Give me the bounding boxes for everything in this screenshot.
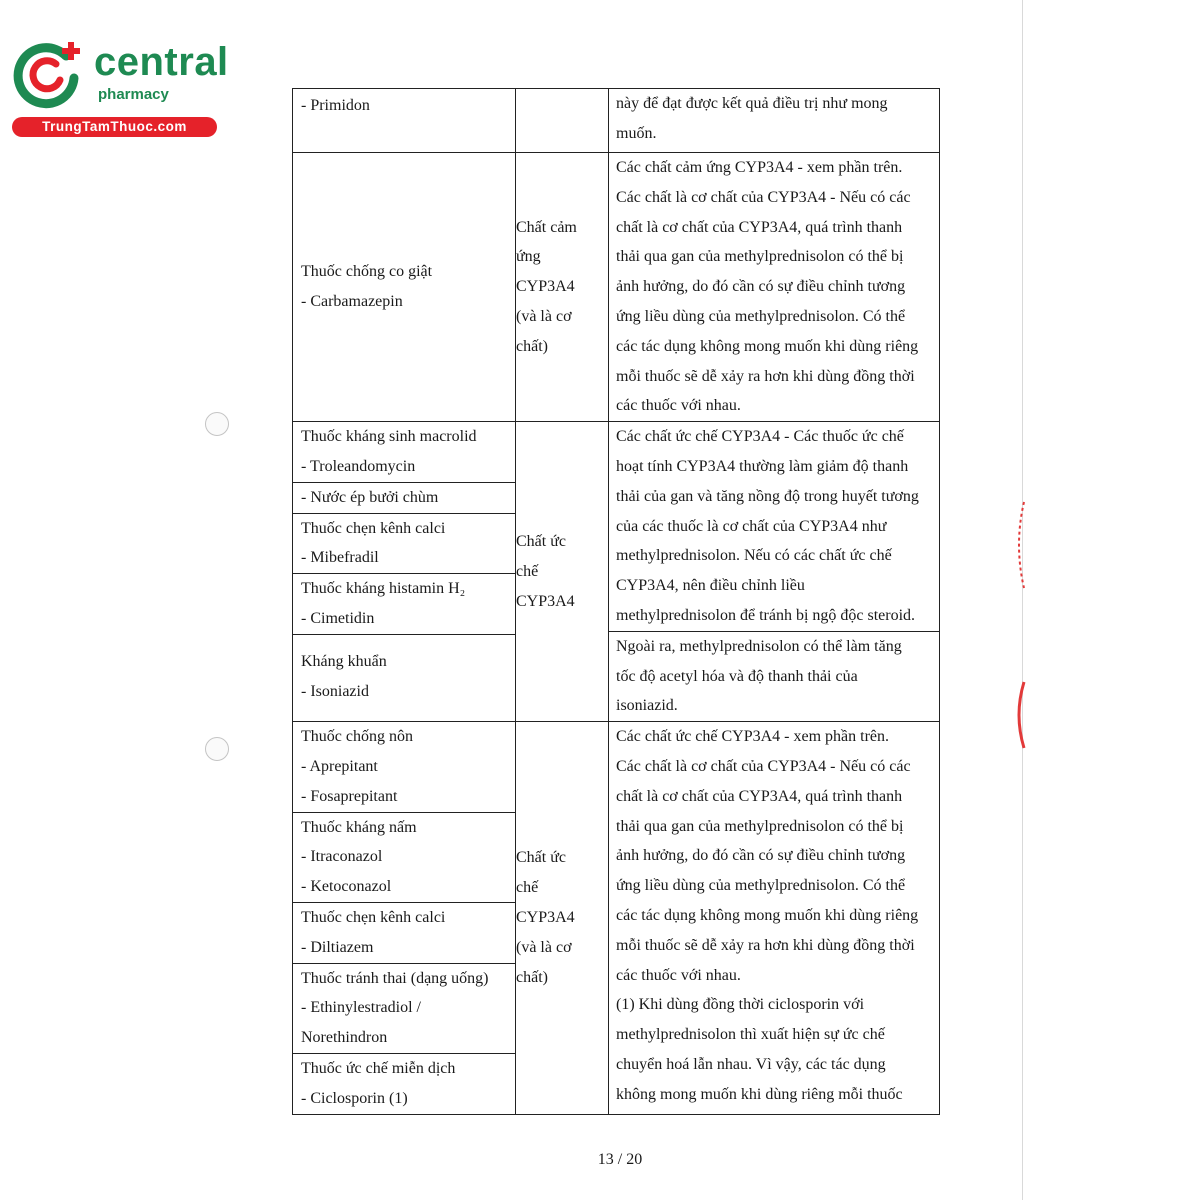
red-stamp-edge-icon	[1012, 500, 1026, 590]
punch-hole-icon	[205, 737, 229, 761]
mechanism-line: Chất ức	[516, 532, 566, 550]
note-line: mỗi thuốc sẽ dễ xảy ra hơn khi dùng đồng thời	[616, 936, 915, 954]
note-line: ảnh hưởng, do đó cần có sự điều chỉnh tương	[616, 278, 906, 296]
drug-line: Norethindron	[301, 1029, 388, 1047]
note-line: chất là cơ chất của CYP3A4, quá trình thanh	[616, 218, 903, 236]
drug-line: - Troleandomycin	[301, 457, 416, 475]
drug-cell	[293, 89, 516, 153]
mechanism-line: Chất cảm	[516, 218, 577, 236]
drug-line: Thuốc chẹn kênh calci	[301, 519, 446, 537]
note-paragraph	[609, 422, 939, 632]
note-line: chất là cơ chất của CYP3A4, quá trình thanh	[616, 787, 903, 805]
note-line: ứng liều dùng của methylprednisolon. Có thể	[616, 877, 906, 895]
mechanism-line: (và là cơ	[516, 307, 572, 325]
drug-line: Thuốc chống nôn	[301, 728, 413, 746]
drug-group	[293, 903, 515, 964]
drug-group	[293, 574, 515, 635]
drug-line: Kháng khuẩn	[301, 652, 387, 670]
drug-group	[293, 964, 515, 1054]
drug-line: Thuốc ức chế miễn dịch	[301, 1059, 456, 1077]
note-line: tốc độ acetyl hóa và độ thanh thải của	[616, 667, 858, 685]
mechanism-cell	[516, 722, 609, 1114]
drug-group	[293, 514, 515, 575]
drug-line: - Primidon	[301, 96, 370, 114]
drug-group	[293, 91, 515, 151]
drug-line: - Ethinylestradiol /	[301, 999, 421, 1017]
note-line: Các chất ức chế CYP3A4 - xem phần trên.	[616, 728, 890, 746]
note-line: methylprednisolon để tránh bị ngộ độc steroid.	[616, 606, 916, 624]
note-line: isoniazid.	[616, 697, 678, 715]
drug-line: - Ciclosporin (1)	[301, 1089, 408, 1107]
mechanism-line: CYP3A4	[516, 278, 575, 296]
central-pharmacy-logo	[8, 36, 229, 136]
note-line: Các chất cảm ứng CYP3A4 - xem phần trên.	[616, 159, 903, 176]
drug-group	[293, 722, 515, 812]
drug-interaction-table	[292, 88, 940, 1115]
drug-line: Thuốc tránh thai (dạng uống)	[301, 969, 489, 987]
mechanism-line: (và là cơ	[516, 938, 572, 956]
note-line: Các chất là cơ chất của CYP3A4 - Nếu có các	[616, 188, 911, 206]
mechanism-line: CYP3A4	[516, 592, 575, 610]
note-line: hoạt tính CYP3A4 thường làm giảm độ thanh	[616, 457, 909, 475]
pharmacy-cross-logo-icon	[8, 36, 88, 116]
drug-group	[293, 813, 515, 903]
drug-line: - Carbamazepin	[301, 293, 403, 311]
note-paragraph	[609, 153, 939, 421]
drug-line: - Ketoconazol	[301, 878, 392, 896]
drug-cell	[293, 153, 516, 422]
note-line: Các chất ức chế CYP3A4 - Các thuốc ức chế	[616, 428, 904, 446]
drug-line: - Itraconazol	[301, 848, 383, 866]
mechanism-cell	[516, 89, 609, 153]
mechanism-cell	[516, 153, 609, 422]
note-cell	[609, 153, 940, 422]
note-cell	[609, 422, 940, 722]
mechanism-line: chế	[516, 879, 539, 897]
note-line: này để đạt được kết quả điều trị như mong	[616, 95, 888, 112]
drug-line: - Isoniazid	[301, 682, 369, 700]
drug-line: Thuốc chống co giật	[301, 263, 433, 281]
drug-group	[293, 635, 515, 721]
note-line: methylprednisolon. Nếu có các chất ức chế	[616, 547, 892, 565]
drug-line: - Aprepitant	[301, 757, 378, 775]
drug-line: - Fosaprepitant	[301, 787, 398, 805]
drug-line: Thuốc kháng sinh macrolid	[301, 428, 477, 446]
mechanism-line: chất)	[516, 337, 548, 355]
page-number: 13 / 20	[597, 1151, 643, 1168]
logo-site-banner: TrungTamThuoc.com	[12, 117, 217, 137]
note-line: ứng liều dùng của methylprednisolon. Có thể	[616, 307, 906, 325]
note-line: các thuốc với nhau.	[616, 966, 741, 984]
note-line: các tác dụng không mong muốn khi dùng riêng	[616, 337, 919, 355]
note-line: CYP3A4, nên điều chỉnh liều	[616, 577, 805, 595]
mechanism-line: chất)	[516, 968, 548, 986]
note-cell	[609, 89, 940, 153]
note-paragraph	[609, 89, 939, 149]
note-cell	[609, 722, 940, 1114]
punch-hole-icon	[205, 412, 229, 436]
drug-group	[293, 483, 515, 514]
note-line: Các chất là cơ chất của CYP3A4 - Nếu có các	[616, 757, 911, 775]
drug-group	[293, 257, 515, 317]
note-line: các thuốc với nhau.	[616, 397, 741, 415]
table-row	[293, 422, 940, 722]
note-line: methylprednisolon thì xuất hiện sự ức chế	[616, 1026, 885, 1044]
table-row	[293, 722, 940, 1114]
note-line: mỗi thuốc sẽ dễ xảy ra hơn khi dùng đồng thời	[616, 367, 915, 385]
drug-line: - Diltiazem	[301, 938, 374, 956]
note-paragraph	[609, 722, 939, 1109]
logo-brand-text: central	[94, 40, 229, 84]
drug-cell	[293, 422, 516, 722]
mechanism-line: chế	[516, 562, 539, 580]
mechanism-cell	[516, 422, 609, 722]
table-row	[293, 153, 940, 422]
note-paragraph	[609, 632, 939, 721]
drug-cell	[293, 722, 516, 1114]
drug-line: Thuốc kháng nấm	[301, 818, 417, 836]
note-line: muốn.	[616, 124, 657, 142]
mechanism-line: ứng	[516, 248, 541, 266]
mechanism-line: CYP3A4	[516, 908, 575, 926]
note-line: (1) Khi dùng đồng thời ciclosporin với	[616, 996, 865, 1014]
note-line: thải qua gan của methylprednisolon có thể bị	[616, 817, 904, 835]
note-line: các tác dụng không mong muốn khi dùng riêng	[616, 906, 919, 924]
drug-line: - Mibefradil	[301, 549, 379, 567]
red-stamp-edge-icon	[1012, 680, 1026, 750]
drug-line: - Nước ép bưởi chùm	[301, 488, 439, 506]
logo-sub-text: pharmacy	[98, 86, 169, 103]
drug-line: Thuốc chẹn kênh calci	[301, 908, 446, 926]
note-line: chuyển hoá lẫn nhau. Vì vậy, các tác dụng	[616, 1055, 886, 1073]
note-line: Ngoài ra, methylprednisolon có thể làm tăng	[616, 637, 902, 655]
note-line: của các thuốc là cơ chất của CYP3A4 như	[616, 517, 887, 535]
drug-line: - Cimetidin	[301, 609, 375, 627]
note-line: thải của gan và tăng nồng độ trong huyết tương	[616, 487, 919, 505]
drug-group	[293, 422, 515, 483]
note-line: thải qua gan của methylprednisolon có thể bị	[616, 248, 904, 266]
table-row	[293, 89, 940, 153]
mechanism-line: Chất ức	[516, 849, 566, 867]
drug-group	[293, 1054, 515, 1114]
page-edge-line	[1022, 0, 1023, 1200]
drug-line: Thuốc kháng histamin H₂	[301, 580, 466, 598]
note-line: không mong muốn khi dùng riêng mỗi thuốc	[616, 1085, 903, 1103]
note-line: ảnh hưởng, do đó cần có sự điều chỉnh tương	[616, 847, 906, 865]
